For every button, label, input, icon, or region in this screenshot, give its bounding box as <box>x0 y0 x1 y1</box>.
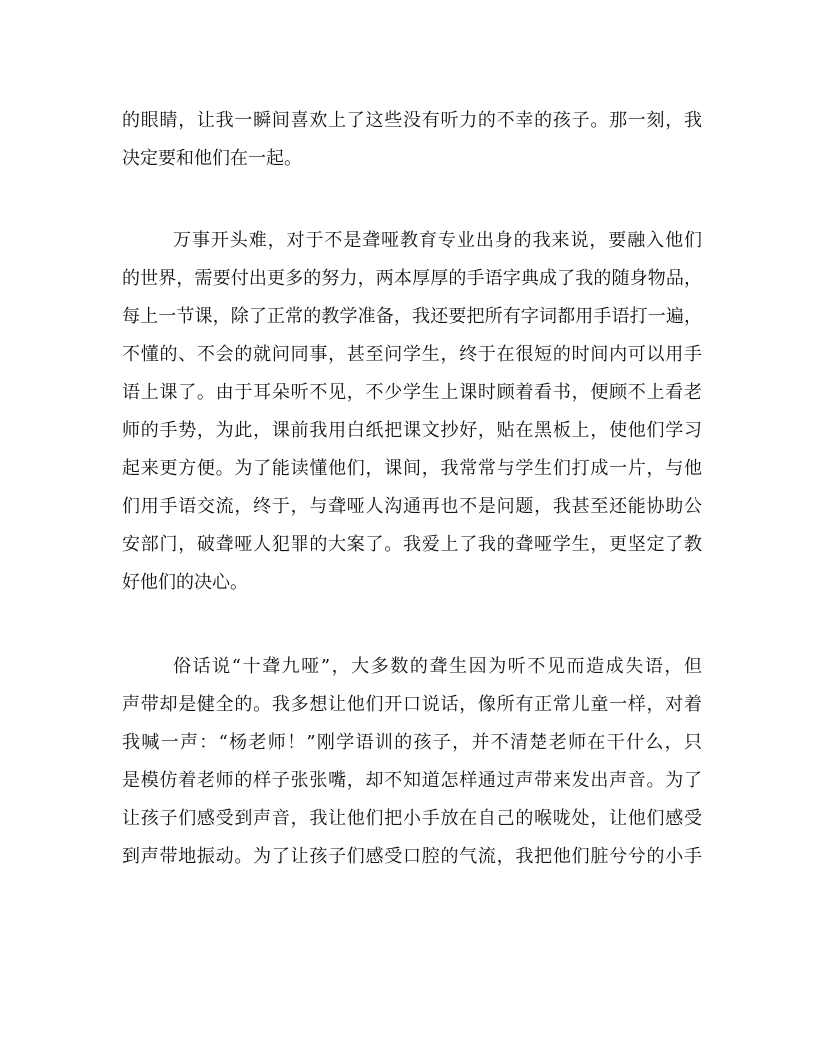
text-line: 起来更方便。为了能读懂他们，课间，我常常与学生们打成一片，与他 <box>122 458 702 479</box>
text-line: 到声带地振动。为了让孩子们感受口腔的气流，我把他们脏兮兮的小手 <box>122 846 702 867</box>
text-line: 是模仿着老师的样子张张嘴，却不知道怎样通过声带来发出声音。为了 <box>122 770 702 791</box>
text-line: 我喊一声：“杨老师！”刚学语训的孩子，并不清楚老师在干什么，只 <box>122 732 702 753</box>
paragraph-1 <box>122 102 702 178</box>
text-line: 决定要和他们在一起。 <box>122 148 302 169</box>
text-line: 语上课了。由于耳朵听不见，不少学生上课时顾着看书，便顾不上看老 <box>122 382 702 403</box>
text-line: 好他们的决心。 <box>122 572 248 593</box>
text-line: 的世界，需要付出更多的努力，两本厚厚的手语字典成了我的随身物品， <box>122 268 702 289</box>
text-line: 们用手语交流，终于，与聋哑人沟通再也不是问题，我甚至还能协助公 <box>122 496 702 517</box>
text-line: 俗话说“十聋九哑”，大多数的聋生因为听不见而造成失语，但 <box>173 656 702 677</box>
paragraph-2 <box>122 222 702 602</box>
text-line: 每上一节课，除了正常的教学准备，我还要把所有字词都用手语打一遍， <box>122 306 702 327</box>
text-line: 声带却是健全的。我多想让他们开口说话，像所有正常儿童一样，对着 <box>122 694 702 715</box>
text-line: 万事开头难，对于不是聋哑教育专业出身的我来说，要融入他们 <box>173 230 702 251</box>
text-line: 的眼睛，让我一瞬间喜欢上了这些没有听力的不幸的孩子。那一刻，我 <box>122 110 702 131</box>
text-line: 安部门，破聋哑人犯罪的大案了。我爱上了我的聋哑学生，更坚定了教 <box>122 534 702 555</box>
text-line: 师的手势，为此，课前我用白纸把课文抄好，贴在黑板上，使他们学习 <box>122 420 702 441</box>
paragraph-3 <box>122 648 702 876</box>
text-line: 不懂的、不会的就问同事，甚至问学生，终于在很短的时间内可以用手 <box>122 344 702 365</box>
text-line: 让孩子们感受到声音，我让他们把小手放在自己的喉咙处，让他们感受 <box>122 808 702 829</box>
